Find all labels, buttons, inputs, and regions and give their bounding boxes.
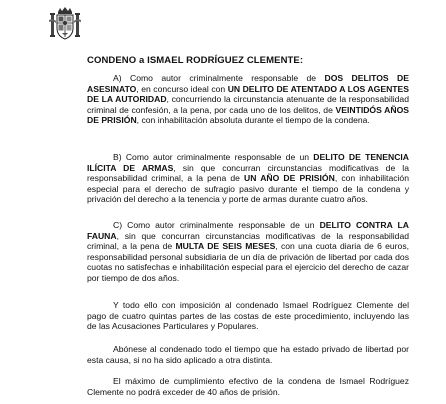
spain-coat-of-arms-icon [48,6,82,42]
paragraph-a [87,73,409,126]
text-run: El máximo de cumplimiento efectivo de la condena de Ismael Rodríguez Clemente no podrá exceder de 40 años de prisión. [87,376,409,397]
paragraph-costs [87,300,409,332]
bold-text-run: UN DELITO DE ATENTADO A LOS AGENTES DE LA AUTORIDAD [87,83,409,105]
text-run: , sin que concurran circunstancias modificativas de la responsabilidad criminal, a la pena de [87,230,409,252]
bold-text-run: UN AÑO DE PRISIÓN [244,173,335,184]
text-run: , sin que concurran circunstancias modificativas de la responsabilidad criminal, a la pena de [87,162,409,184]
text-run: , concurriendo la circunstancia atenuante de la responsabilidad criminal de confesión, a la pena, por cada uno de los delitos, de [87,94,409,115]
bold-text-run: DELITO DE TENENCIA ILÍCITA DE ARMAS [87,152,409,173]
paragraph-credit [87,344,409,365]
bold-text-run: DOS DELITOS DE ASESINATO [87,73,409,94]
paragraph-c [87,220,409,284]
text-run: , con una cuota diaria de 6 euros, responsabilidad personal subsidiaria de un día de privación de libertad por cada dos cuotas no satisfechas e inhabilitación especial para el ejercicio del derecho de cazar por tiempo de dos años. [87,241,410,283]
bold-text-run: VEINTIDÓS AÑOS DE PRISIÓN [87,104,409,126]
text-run: Abónese al condenado todo el tiempo que ha estado privado de libertad por esta causa, si no ha sido aplicado a otra distinta. [87,344,409,365]
text-run: , en concurso ideal con [136,83,228,94]
bold-text-run: MULTA DE SEIS MESES [175,241,276,252]
text-run: , con inhabilitación especial para el derecho de sufragio pasivo durante el tiempo de la condena y privación del derecho a la tenencia y porte de armas durante cuatro años. [87,173,409,205]
text-run: B) Como autor criminalmente responsable de un [113,152,314,162]
text-run: , con inhabilitación absoluta durante el tiempo de la condena. [136,115,370,126]
text-run: A) Como autor criminalmente responsable de [113,73,325,83]
text-run: C) Como autor criminalmente responsable de un [113,220,320,230]
bold-text-run: DELITO CONTRA LA FAUNA [87,220,409,241]
paragraph-maximum [87,376,409,397]
paragraph-b [87,152,409,205]
text-run: Y todo ello con imposición al condenado Ismael Rodríguez Clemente del pago de cuatro quintas partes de las costas de este procedimiento, incluyendo las de las Acusaciones Particulares y Populares. [87,300,409,332]
sentence-heading: CONDENO a ISMAEL RODRÍGUEZ CLEMENTE: [87,55,304,66]
